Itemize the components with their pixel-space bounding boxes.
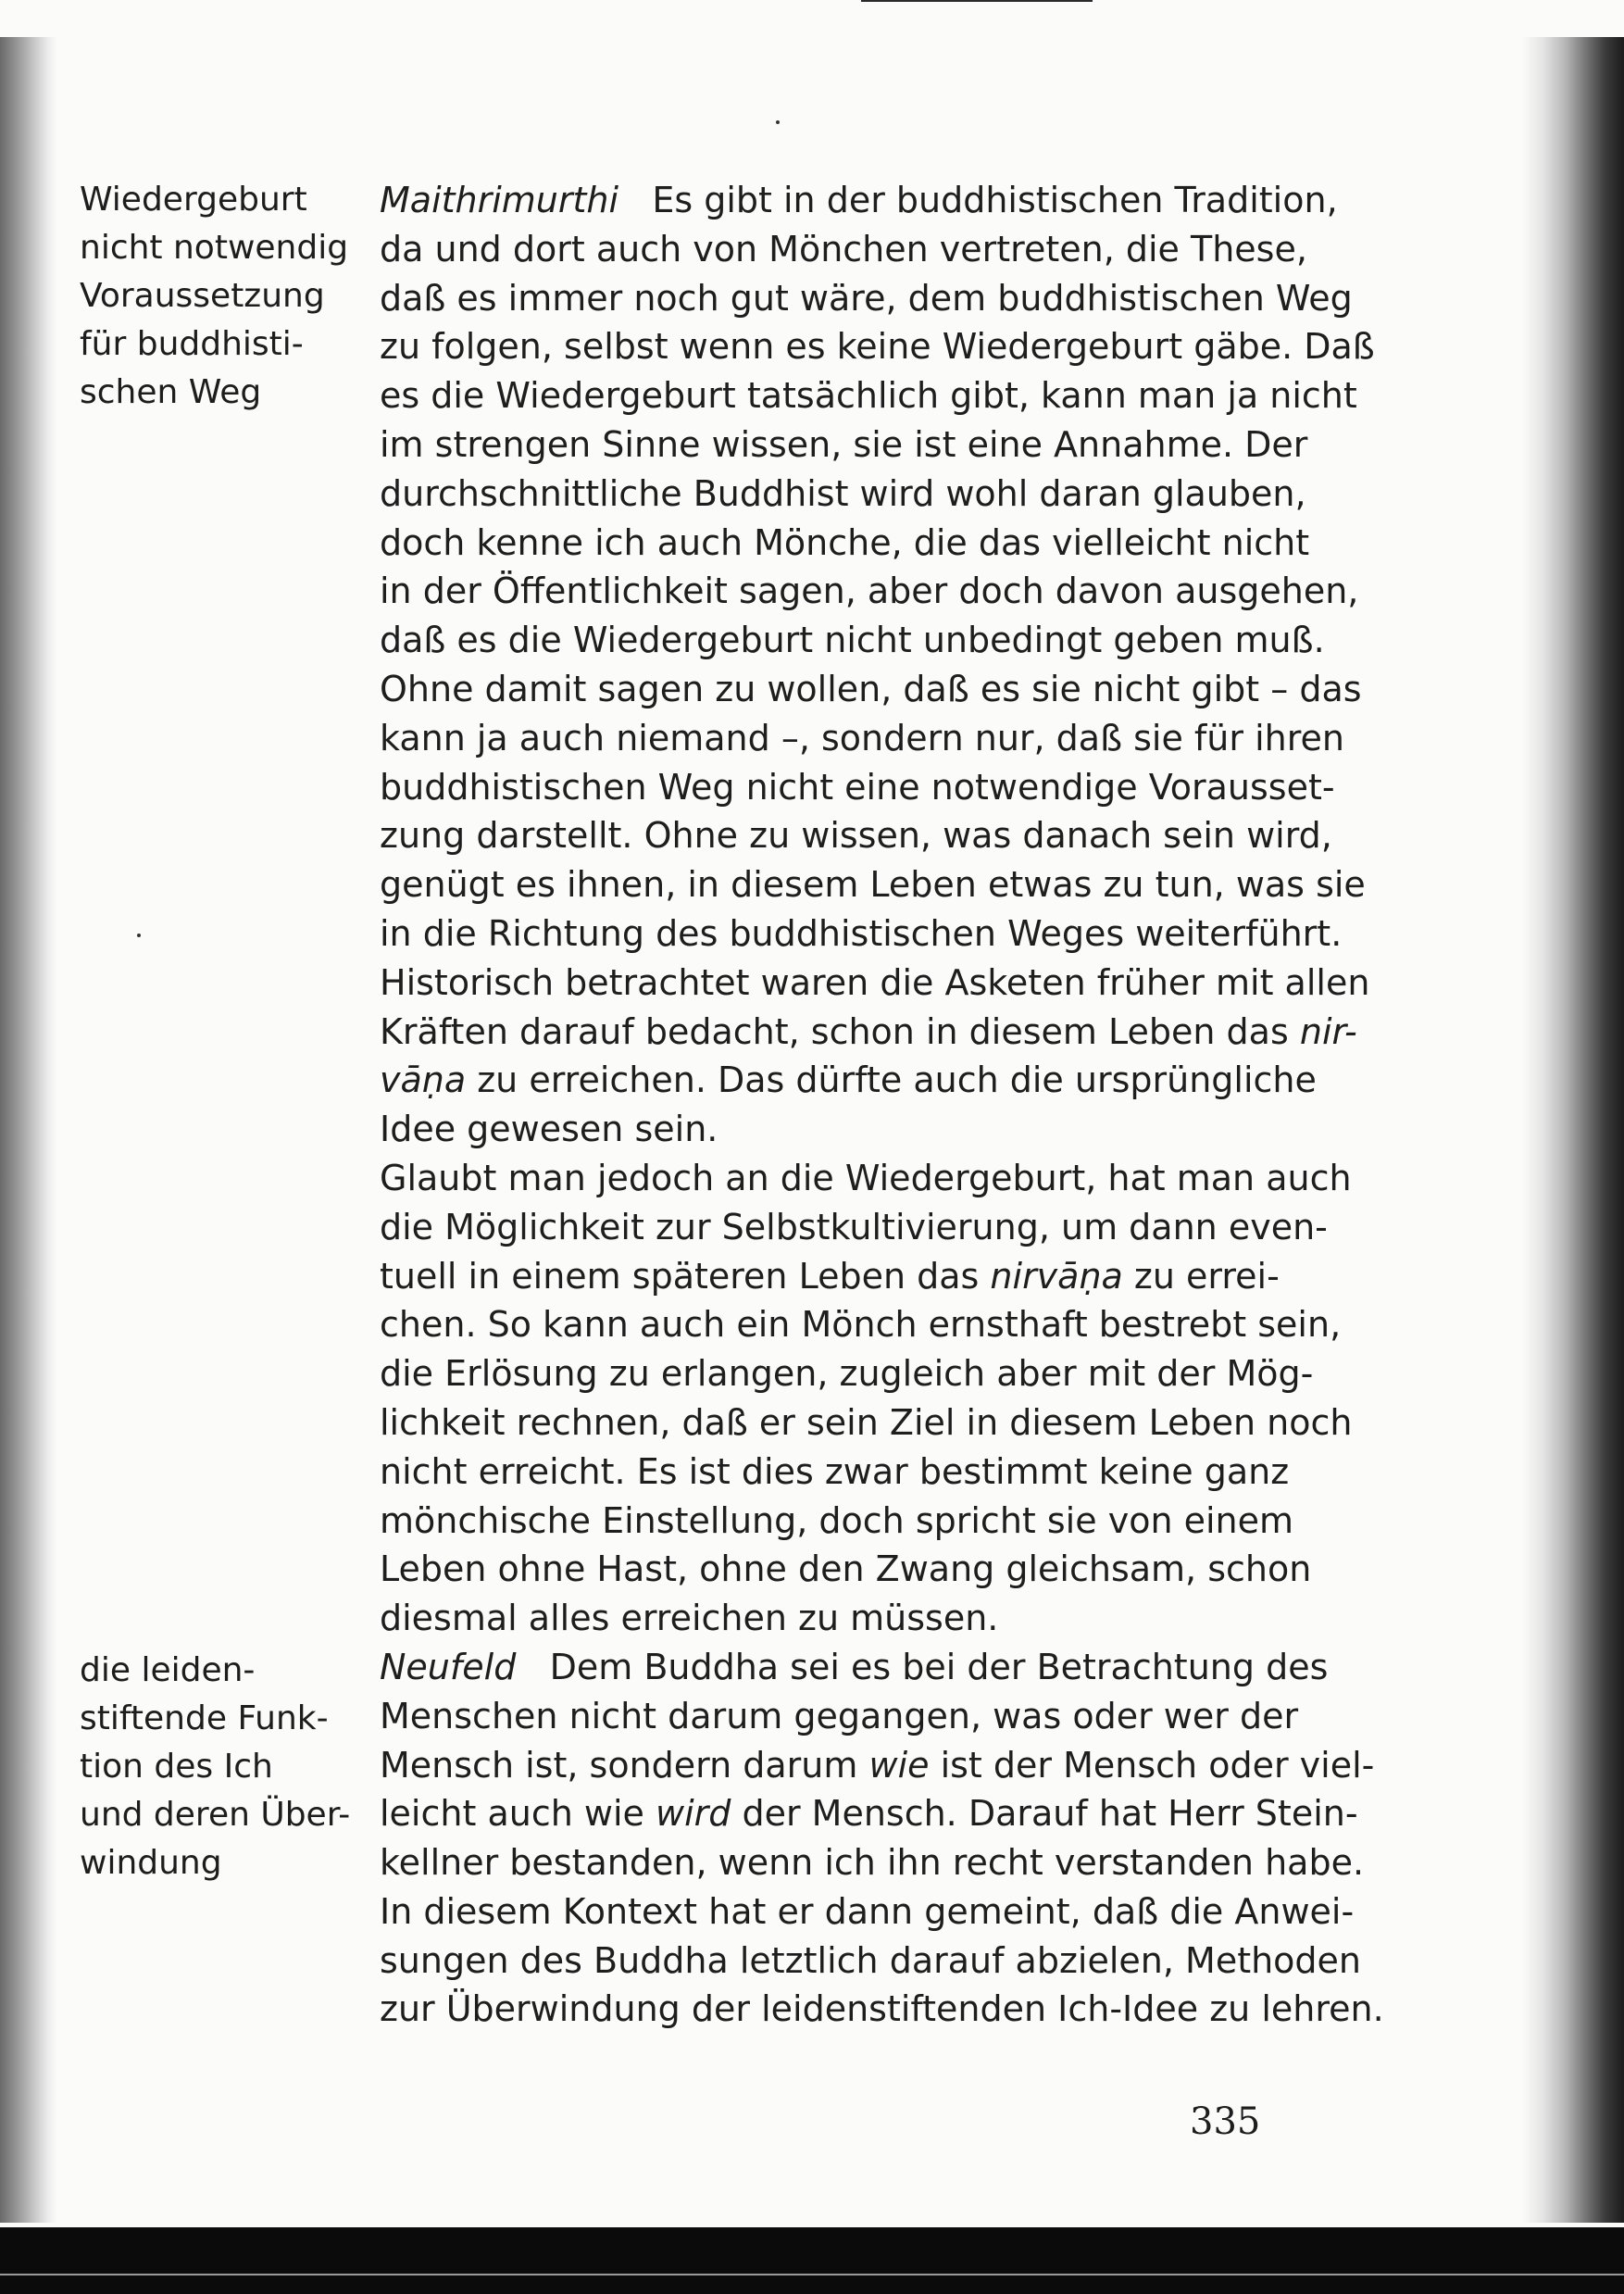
margin-note-line: stiftende Funk-	[80, 1699, 329, 1737]
text-line: leicht auch wie wird der Mensch. Darauf hat Herr Stein-	[380, 1793, 1358, 1835]
text-line: zung darstellt. Ohne zu wissen, was danach sein wird,	[380, 815, 1332, 857]
margin-note-line: für buddhisti-	[80, 325, 304, 363]
text-line: Glaubt man jedoch an die Wiedergeburt, hat man auch	[380, 1157, 1352, 1198]
text-line: in die Richtung des buddhistischen Weges weiterführt.	[380, 912, 1343, 954]
margin-note-line: schen Weg	[80, 373, 262, 411]
text-line: Maithrimurthi Es gibt in der buddhistischen Tradition,	[380, 180, 1338, 220]
text-line: Ohne damit sagen zu wollen, daß es sie nicht gibt – das	[380, 668, 1362, 709]
text-line: in der Öffentlichkeit sagen, aber doch davon ausgehen,	[380, 570, 1359, 612]
scan-speck	[776, 120, 780, 124]
margin-note-line: nicht notwendig	[80, 229, 349, 267]
text-line: vāṇa zu erreichen. Das dürfte auch die ursprüngliche	[380, 1059, 1317, 1101]
margin-note-line: und deren Über-	[80, 1796, 351, 1834]
speaker-name: Neufeld	[380, 1646, 517, 1687]
text-line: daß es die Wiedergeburt nicht unbedingt geben muß.	[380, 620, 1325, 661]
main-text-column	[380, 176, 1384, 2034]
text-line: nicht erreicht. Es ist dies zwar bestimmt keine ganz	[380, 1450, 1290, 1492]
text-line: doch kenne ich auch Mönche, die das vielleicht nicht	[380, 521, 1310, 563]
margin-note-line: tion des Ich	[80, 1748, 273, 1786]
text-line: mönchische Einstellung, doch spricht sie von einem	[380, 1499, 1294, 1541]
text-line: Historisch betrachtet waren die Asketen früher mit allen	[380, 961, 1370, 1003]
text-line: Neufeld Dem Buddha sei es bei der Betrachtung des	[380, 1646, 1329, 1687]
margin-note-line: die leiden-	[80, 1651, 256, 1689]
text-line: diesmal alles erreichen zu müssen.	[380, 1598, 999, 1639]
text-line: durchschnittliche Buddhist wird wohl daran glauben,	[380, 472, 1306, 514]
text-line: Menschen nicht darum gegangen, was oder wer der	[380, 1695, 1299, 1736]
text-line: im strengen Sinne wissen, sie ist eine Annahme. Der	[380, 423, 1308, 465]
text-line: tuell in einem späteren Leben das nirvāṇa zu errei-	[380, 1255, 1280, 1297]
text-line: Idee gewesen sein.	[380, 1109, 718, 1150]
text-line: sungen des Buddha letztlich darauf abzielen, Methoden	[380, 1939, 1362, 1981]
text-line: Mensch ist, sondern darum wie ist der Mensch oder viel-	[380, 1744, 1375, 1786]
scan-binding-shadow-left	[0, 37, 57, 2223]
text-line: es die Wiedergeburt tatsächlich gibt, kann man ja nicht	[380, 375, 1357, 417]
text-line: kellner bestanden, wenn ich ihn recht verstanden habe.	[380, 1842, 1365, 1884]
text-line: zur Überwindung der leidenstiftenden Ich-Idee zu lehren.	[380, 1988, 1384, 2030]
margin-note-ego	[80, 1647, 357, 1887]
text-line: chen. So kann auch ein Mönch ernsthaft bestrebt sein,	[380, 1304, 1342, 1346]
text-line: kann ja auch niemand –, sondern nur, daß sie für ihren	[380, 717, 1344, 758]
page-number: 335	[1190, 2100, 1261, 2143]
text-line: lichkeit rechnen, daß er sein Ziel in diesem Leben noch	[380, 1401, 1353, 1443]
margin-note-line: Voraussetzung	[80, 277, 325, 315]
speaker-name: Maithrimurthi	[380, 180, 619, 220]
text-line: daß es immer noch gut wäre, dem buddhistischen Weg	[380, 277, 1353, 319]
scan-speck	[137, 934, 141, 937]
text-line: buddhistischen Weg nicht eine notwendige Vorausset-	[380, 766, 1335, 808]
text-line: die Erlösung zu erlangen, zugleich aber mit der Mög-	[380, 1353, 1314, 1395]
text-line: da und dort auch von Mönchen vertreten, die These,	[380, 228, 1307, 270]
margin-note-rebirth	[80, 176, 357, 417]
text-line: genügt es ihnen, in diesem Leben etwas zu tun, was sie	[380, 864, 1366, 906]
margin-note-line: windung	[80, 1844, 222, 1882]
text-line: Kräften darauf bedacht, schon in diesem Leben das nir-	[380, 1010, 1357, 1052]
scan-top-edge	[861, 0, 1093, 2]
scan-binding-shadow-right	[1522, 37, 1624, 2223]
scan-bottom-line	[0, 2274, 1624, 2275]
scan-bottom-edge	[0, 2227, 1624, 2294]
text-line: zu folgen, selbst wenn es keine Wiedergeburt gäbe. Daß	[380, 326, 1375, 368]
text-line: die Möglichkeit zur Selbstkultivierung, um dann even-	[380, 1206, 1328, 1247]
margin-note-line: Wiedergeburt	[80, 181, 307, 219]
text-line: In diesem Kontext hat er dann gemeint, daß die Anwei-	[380, 1890, 1355, 1932]
text-line: Leben ohne Hast, ohne den Zwang gleichsam, schon	[380, 1548, 1312, 1590]
